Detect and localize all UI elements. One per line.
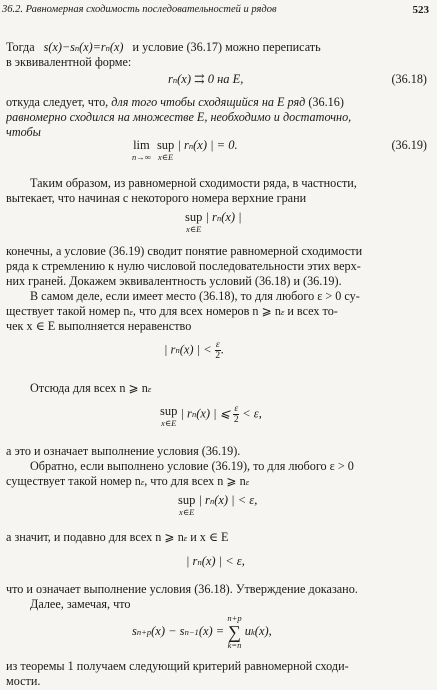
text-line-20: а это и означает выполнение условия (36.19). — [6, 444, 241, 458]
text-line-22: существует такой номер nε, что для всех n ⩾ nε — [6, 474, 250, 488]
formula-rn-lt-eps-half: | rn(x) | < $\frac{\varepsilon}{2}$ . — [164, 340, 224, 361]
text-line-29: из теоремы 1 получаем следующий критерий равномерной сходи- — [6, 659, 349, 673]
formula-cauchy-sum: sn+p(x) − sn−1(x) = n+p ∑ k=n uk(x), — [132, 613, 272, 650]
formula-rn-lt-eps: | rn(x) | < ε, — [186, 554, 245, 568]
text-line-6: чтобы — [6, 125, 41, 139]
text-line-4: откуда следует, что, для того чтобы сходящийся на E ряд (36.16) — [6, 95, 344, 109]
formula-sup-rn-le-eps: sup x∈E | rn(x) | ⩽ $\frac{\varepsilon}{2}$ < ε, — [160, 404, 262, 428]
text-line-13: них граней. Докажем эквивалентность условий (36.18) и (36.19). — [6, 274, 342, 288]
text-line-26: что и означает выполнение условия (36.18). Утверждение доказано. — [6, 582, 358, 596]
text-line-8: Таким образом, из равномерной сходимости ряда, в частности, — [30, 176, 357, 190]
text-line-27: Далее, замечая, что — [30, 597, 131, 611]
text-line-30: мости. — [6, 674, 41, 688]
page-number: 523 — [412, 4, 429, 16]
text-line-12: ряда к стремлению к нулю числовой последовательности этих верх- — [6, 259, 361, 273]
text-line-16: чек x ∈ E выполняется неравенство — [6, 319, 192, 333]
formula-36-18: rn(x) ⇉ 0 на E, — [168, 72, 244, 86]
formula-36-19: lim n→∞ sup x∈E | rn(x) | = 0. — [132, 138, 238, 162]
text-line-24: а значит, и подавно для всех n ⩾ nε и x ∈ E — [6, 530, 229, 544]
text-line-15: ществует такой номер nε, что для всех номеров n ⩾ nε и всех то- — [6, 304, 338, 318]
text-line-14: В самом деле, если имеет место (36.18), то для любого ε > 0 су- — [30, 289, 360, 303]
section-title: 36.2. Равномерная сходимость последовательностей и рядов — [2, 4, 277, 15]
text-line-21: Обратно, если выполнено условие (36.19), то для любого ε > 0 — [30, 459, 354, 473]
text-line-2: в эквивалентной форме: — [6, 55, 132, 69]
summation-sign: n+p ∑ k=n — [227, 613, 242, 650]
equation-number-36-18: (36.18) — [391, 72, 427, 86]
equation-number-36-19: (36.19) — [391, 138, 427, 152]
text-line-11: конечны, а условие (36.19) сводит понятие равномерной сходимости — [6, 244, 363, 258]
formula-sup-rn-lt-eps: sup x∈E | rn(x) | < ε, — [178, 493, 258, 517]
text-line-18: Отсюда для всех n ⩾ nε — [30, 381, 152, 395]
text-line-1: Тогда s(x)−sn(x)=rn(x) и условие (36.17) можно переписать — [6, 40, 321, 54]
text-line-9: вытекает, что начиная с некоторого номера верхние грани — [6, 191, 307, 205]
formula-sup-rn: sup x∈E | rn(x) | — [185, 210, 242, 234]
text-line-5: равномерно сходился на множестве E, необходимо и достаточно, — [6, 110, 352, 124]
running-header — [2, 4, 429, 20]
